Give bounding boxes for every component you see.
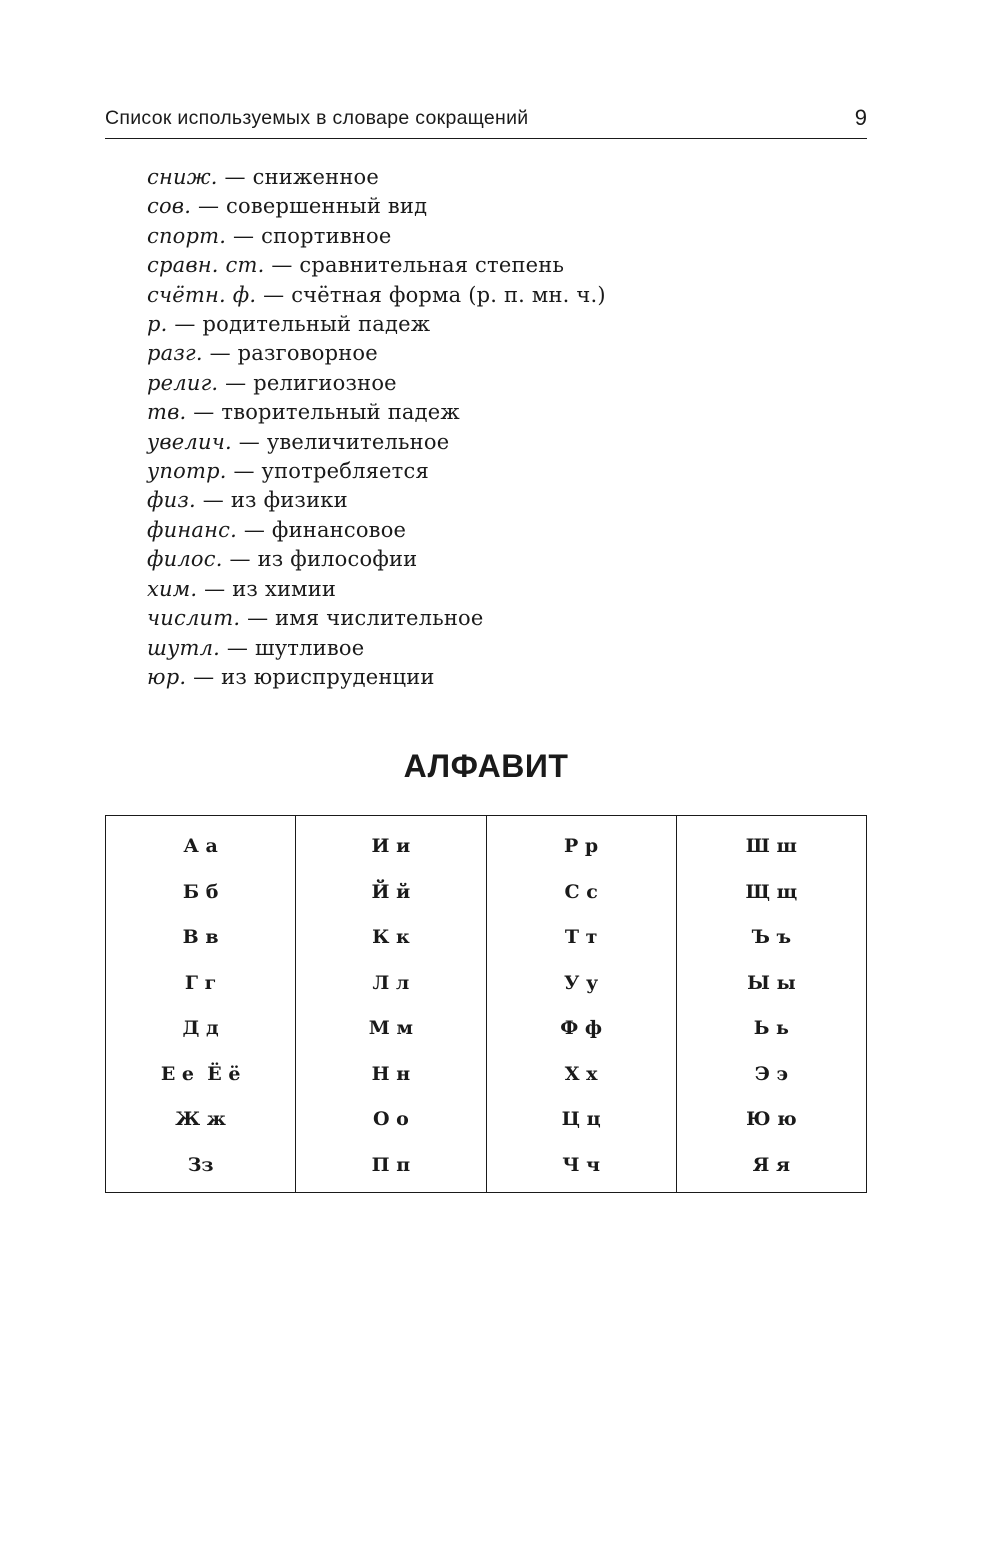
alphabet-cell: Ж ж [175,1108,226,1130]
alphabet-cell: К к [372,926,410,948]
abbreviation-term: счётн. ф. [147,282,257,307]
alphabet-cell: Ш ш [745,835,797,857]
alphabet-cell: Зз [187,1153,214,1176]
running-header [105,104,867,139]
abbreviation-entry [147,428,606,457]
alphabet-cell: Е е Ё ё [160,1062,241,1085]
abbreviation-term: сравн. ст. [147,253,265,278]
abbreviation-definition: — увеличительное [231,429,450,454]
abbreviation-list [147,163,606,692]
abbreviation-entry [147,486,606,515]
abbreviation-entry [147,222,606,251]
abbreviation-definition: — счётная форма (р. п. мн. ч.) [256,282,606,307]
abbreviation-definition: — сравнительная степень [264,253,565,278]
abbreviation-term: спорт. [147,223,227,248]
abbreviation-definition: — религиозное [218,370,397,395]
alphabet-cell: Ц ц [561,1108,601,1130]
abbreviation-term: р. [147,312,168,337]
abbreviation-entry [147,369,606,398]
alphabet-cell: С с [564,880,598,903]
abbreviation-term: физ. [147,488,196,513]
abbreviation-definition: — из физики [195,488,348,513]
alphabet-cell: В в [182,926,219,948]
abbreviation-entry [147,457,606,486]
abbreviation-entry [147,634,606,663]
abbreviation-entry [147,192,606,221]
abbreviation-definition: — творительный падеж [186,400,460,425]
alphabet-cell: А а [183,835,218,857]
abbreviation-definition: — шутливое [220,635,365,660]
alphabet-cell: Б б [182,880,219,903]
abbreviation-term: числит. [147,606,241,631]
abbreviation-entry [147,310,606,339]
alphabet-cell: Г г [184,971,217,994]
alphabet-cell: Ч ч [562,1153,601,1176]
alphabet-cell: Й й [371,880,411,903]
abbreviation-term: филос. [147,547,223,572]
alphabet-cell: Н н [371,1062,411,1085]
alphabet-cell: П п [371,1153,411,1176]
alphabet-cell: Р р [564,835,599,857]
abbreviation-term: юр. [147,664,187,689]
abbreviation-entry [147,516,606,545]
abbreviation-definition: — из химии [197,576,337,601]
alphabet-column [677,816,866,1192]
abbreviation-entry [147,663,606,692]
abbreviation-term: тв. [147,400,187,425]
abbreviation-definition: — финансовое [236,517,407,542]
alphabet-table [105,815,867,1193]
abbreviation-definition: — сниженное [217,165,379,189]
abbreviation-definition: — из философии [222,547,418,572]
abbreviation-entry [147,604,606,633]
alphabet-cell: Т т [564,926,598,948]
abbreviation-definition: — из юриспруденции [186,664,435,689]
alphabet-cell: Ф ф [560,1017,603,1039]
abbreviation-definition: — спортивное [226,223,392,248]
abbreviation-definition: — совершенный вид [191,194,428,219]
alphabet-cell: Л л [372,971,410,994]
abbreviation-definition: — употребляется [226,459,429,484]
abbreviation-entry [147,251,606,280]
header-title: Список используемых в словаре сокращений [105,107,529,129]
abbreviation-entry [147,339,606,368]
abbreviation-term: религ. [147,370,219,395]
abbreviation-term: финанс. [147,517,237,542]
abbreviation-term: шутл. [147,635,221,660]
alphabet-cell: Ь ь [753,1017,789,1039]
page-number: 9 [854,105,867,130]
abbreviation-entry [147,163,606,192]
alphabet-cell: Ы ы [747,971,796,994]
alphabet-cell: О о [372,1108,409,1130]
alphabet-cell: Я я [752,1153,791,1176]
alphabet-cell: М м [368,1017,413,1039]
alphabet-cell: Х х [564,1062,598,1085]
abbreviation-term: употр. [147,459,227,484]
abbreviation-entry [147,545,606,574]
abbreviation-term: сниж. [147,165,218,189]
abbreviation-entry [147,398,606,427]
alphabet-column [106,816,296,1192]
alphabet-heading: АЛФАВИТ [403,748,569,784]
abbreviation-entry [147,575,606,604]
abbreviation-term: сов. [147,194,192,219]
alphabet-cell: У у [564,971,599,994]
alphabet-cell: Ъ ъ [751,926,792,948]
abbreviation-definition: — родительный падеж [167,312,431,337]
alphabet-cell: Щ щ [745,880,798,903]
abbreviation-definition: — имя числительное [240,606,484,631]
alphabet-cell: И и [371,835,411,857]
abbreviation-definition: — разговорное [202,341,378,366]
alphabet-cell: Э э [754,1062,789,1085]
alphabet-cell: Ю ю [746,1108,797,1130]
alphabet-column [487,816,677,1192]
abbreviation-term: разг. [147,341,203,366]
abbreviation-entry [147,281,606,310]
abbreviation-term: хим. [147,576,198,601]
abbreviation-term: увелич. [147,429,232,454]
alphabet-cell: Д д [182,1017,219,1039]
alphabet-column [296,816,486,1192]
